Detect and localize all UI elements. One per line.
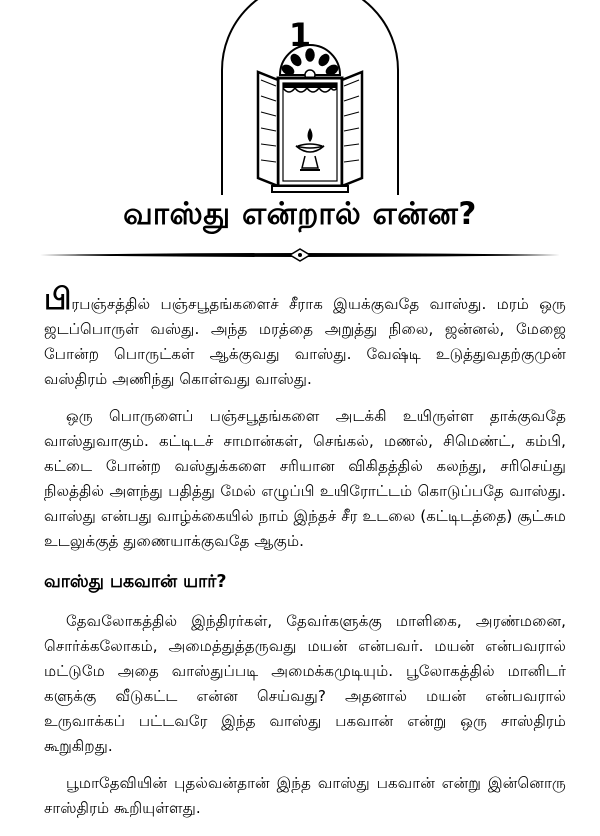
intro-paragraph xyxy=(44,282,566,392)
left-shutter xyxy=(258,72,278,186)
paragraph: தேவலோகத்தில் இந்திரர்கள், தேவர்களுக்கு மாளிகை, அரண்மனை, சொர்க்கலோகம், அமைத்துத்தருவது மயன் என்பவர். மயன் என்பவரால் மட்டுமே அதை வாஸ்துப்படி அமைக்கமுடியும். பூலோகத்தில் மானிடர் களுக்கு வீடுகட்ட என்ன செய்வது? அதனால் மயன் என்பவரால் உருவாக்கப் பட்டவரே இந்த வாஸ்து பகவான் என்று ஒரு சாஸ்திரம் கூறுகிறது. xyxy=(44,612,566,755)
title-divider xyxy=(40,248,560,262)
chapter-body xyxy=(44,282,566,833)
section-heading: வாஸ்து பகவான் யார்? xyxy=(44,572,227,592)
drop-cap: பி xyxy=(44,282,72,317)
right-shutter xyxy=(342,72,362,186)
paragraph: ஒரு பொருளைப் பஞ்சபூதங்களை அடக்கி உயிருள்ள தாக்குவதே வாஸ்துவாகும். கட்டிடச் சாமான்கள், செங்கல், மணல், சிமெண்ட், கம்பி, கட்டை போன்ற வஸ்துக்களை சரியான விகிதத்தில் கலந்து, சரிசெய்து நிலத்தில் அளந்து பதித்து மேல் எழுப்பி உயிரோட்டம் கொடுப்பதே வாஸ்து. வாஸ்து என்பது வாழ்க்கையில் நாம் இந்தச் சீர உடலை (கட்டிடத்தை) சூட்சும உடலுக்குத் துணையாக்குவதே ஆகும். xyxy=(44,407,566,550)
paragraph-text: ரபஞ்சத்தில் பஞ்சபூதங்களைச் சீராக இயக்குவதே வாஸ்து. மரம் ஒரு ஜடப்பொருள் வஸ்து. அந்த மரத்தை அறுத்து நிலை, ஜன்னல், மேஜை போன்ற பொருட்கள் ஆக்குவது வாஸ்து. வேஷ்டி உடுத்துவதற்குமுன் வஸ்திரம் அணிந்து கொள்வது வாஸ்து. xyxy=(44,295,566,388)
paragraph: பூமாதேவியின் புதல்வன்தான் இந்த வாஸ்து பகவான் என்று இன்னொரு சாஸ்திரம் கூறியுள்ளது. xyxy=(44,774,566,817)
chapter-title: வாஸ்து என்றால் என்ன? xyxy=(123,196,477,232)
chapter-number: 1 xyxy=(288,16,312,54)
